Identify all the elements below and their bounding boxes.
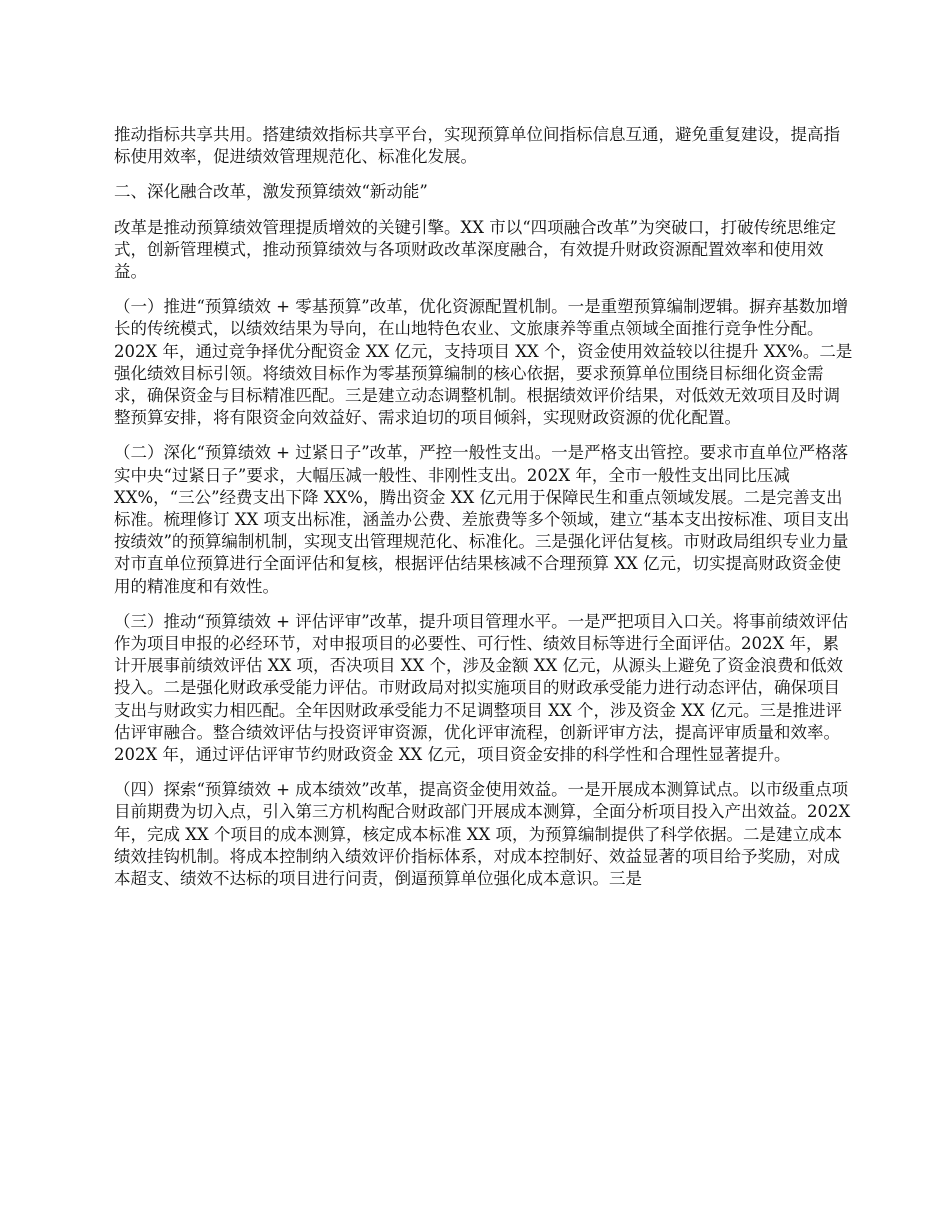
paragraph-item-4: （四）探索“预算绩效 + 成本绩效”改革，提高资金使用效益。一是开展成本测算试点。以市级重点项目前期费为切入点，引入第三方机构配合财政部门开展成本测算，全面分析项目投入产出效益。202X 年，完成 XX 个项目的成本测算，核定成本标准 XX 项，为预算编制提供了科学依据。二是建立成本绩效挂钩机制。将成本控制纳入绩效评价指标体系，对成本控制好、效益显著的项目给予奖励，对成本超支、绩效不达标的项目进行问责，倒逼预算单位强化成本意识。三是 [114, 780, 851, 889]
paragraph-item-3: （三）推动“预算绩效 + 评估评审”改革，提升项目管理水平。一是严把项目入口关。将事前绩效评估作为项目申报的必经环节，对申报项目的必要性、可行性、绩效目标等进行全面评估。202X 年，累计开展事前绩效评估 XX 项，否决项目 XX 个，涉及金额 XX 亿元，从源头上避免了资金浪费和低效投入。二是强化财政承受能力评估。市财政局对拟实施项目的财政承受能力进行动态评估，确保项目支出与财政实力相匹配。全年因财政承受能力不足调整项目 XX 个，涉及资金 XX 亿元。三是推进评估评审融合。整合绩效评估与投资评审资源，优化评审流程，创新评审方法，提高评审质量和效率。202X 年，通过评估评审节约财政资金 XX 亿元，项目资金安排的科学性和合理性显著提升。 [114, 611, 849, 765]
document-page [114, 124, 854, 903]
paragraph-reform: 改革是推动预算绩效管理提质增效的关键引擎。XX 市以“四项融合改革”为突破口，打破传统思维定式，创新管理模式，推动预算绩效与各项财政改革深度融合，有效提升财政资源配置效率和使用效益。 [114, 217, 837, 282]
section-heading: 二、深化融合改革，激发预算绩效“新动能” [114, 182, 428, 202]
paragraph-item-2: （二）深化“预算绩效 + 过紧日子”改革，严控一般性支出。一是严格支出管控。要求市直单位严格落实中央“过紧日子”要求，大幅压减一般性、非刚性支出。202X 年，全市一般性支出同比压减 XX%，“三公”经费支出下降 XX%，腾出资金 XX 亿元用于保障民生和重点领域发展。二是完善支出标准。梳理修订 XX 项支出标准，涵盖办公费、差旅费等多个领域，建立“基本支出按标准、项目支出按绩效”的预算编制机制，实现支出管理规范化、标准化。三是强化评估复核。市财政局组织专业力量对市直单位预算进行全面评估和复核，根据评估结果核减不合理预算 XX 亿元，切实提高财政资金使用的精准度和有效性。 [114, 443, 850, 596]
paragraph-intro: 推动指标共享共用。搭建绩效指标共享平台，实现预算单位间指标信息互通，避免重复建设，提高指标使用效率，促进绩效管理规范化、标准化发展。 [114, 125, 840, 167]
paragraph-item-1: （一）推进“预算绩效 + 零基预算”改革，优化资源配置机制。一是重塑预算编制逻辑。摒弃基数加增长的传统模式，以绩效结果为导向，在山地特色农业、文旅康养等重点领域全面推行竞争性分配。202X 年，通过竞争择优分配资金 XX 亿元，支持项目 XX 个，资金使用效益较以往提升 XX%。二是强化绩效目标引领。将绩效目标作为零基预算编制的核心依据，要求预算单位围绕目标细化资金需求，确保资金与目标精准匹配。三是建立动态调整机制。根据绩效评价结果，对低效无效项目及时调整预算安排，将有限资金向效益好、需求迫切的项目倾斜，实现财政资源的优化配置。 [114, 297, 853, 428]
